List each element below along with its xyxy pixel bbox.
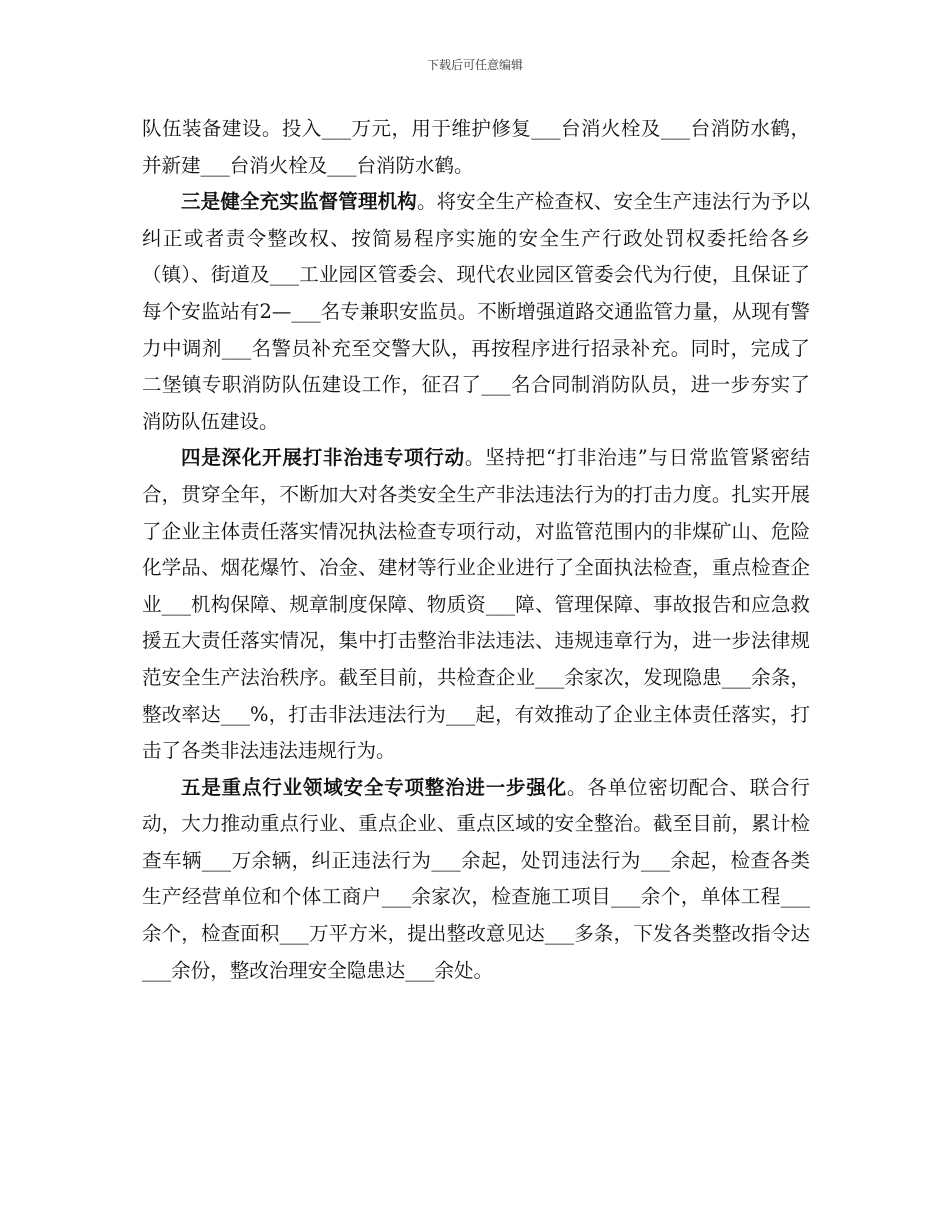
paragraph-text: 队伍装备建设。投入___万元，用于维护修复___台消火栓及___台消防水鹤，并新建___台消火栓及___台消防水鹤。	[142, 117, 810, 177]
paragraph-continuation	[142, 111, 810, 184]
paragraph-heading: 三是健全充实监督管理机构	[181, 190, 417, 214]
paragraph-text: 。各单位密切配合、联合行动，大力推动重点行业、重点企业、重点区域的安全整治。截至目前，累计检查车辆___万余辆，纠正违法行为___余起，处罚违法行为___余起，检查各类生产经营单位和个体工商户___余家次，检查施工项目___余个，单体工程___余个，检查面积___万平方米，提出整改意见达___多条，下发各类整改指令达___余份，整改治理安全隐患达___余处。	[142, 775, 810, 982]
paragraph-heading: 五是重点行业领域安全专项整治进一步强化	[181, 775, 567, 799]
paragraph-text: 。坚持把“打非治违”与日常监管紧密结合，贯穿全年，不断加大对各类安全生产非法违法行为的打击力度。扎实开展了企业主体责任落实情况执法检查专项行动，对监管范围内的非煤矿山、危险化学品、烟花爆竹、冶金、建材等行业企业进行了全面执法检查，重点检查企业___机构保障、规章制度保障、物质资___障、管理保障、事故报告和应急救援五大责任落实情况，集中打击整治非法违法、违规违章行为，进一步法律规范安全生产法治秩序。截至目前，共检查企业___余家次，发现隐患___余条，整改率达___%，打击非法违法行为___起，有效推动了企业主体责任落实，打击了各类非法违法违规行为。	[142, 446, 810, 763]
paragraph-crackdown-campaign	[142, 440, 810, 769]
paragraph-heading: 四是深化开展打非治违专项行动	[181, 446, 465, 470]
document-body	[142, 111, 810, 989]
paragraph-key-industries	[142, 770, 810, 990]
paragraph-text: 。将安全生产检查权、安全生产违法行为予以纠正或者责令整改权、按简易程序实施的安全生产行政处罚权委托给各乡（镇）、街道及___工业园区管委会、现代农业园区管委会代为行使，且保证了每个安监站有2—___名专兼职安监员。不断增强道路交通监管力量，从现有警力中调剂___名警员补充至交警大队，再按程序进行招录补充。同时，完成了二堡镇专职消防队伍建设工作，征召了___名合同制消防队员，进一步夯实了消防队伍建设。	[142, 190, 810, 433]
paragraph-supervision-agencies	[142, 184, 810, 440]
page-header: 下载后可任意编辑	[426, 58, 523, 72]
